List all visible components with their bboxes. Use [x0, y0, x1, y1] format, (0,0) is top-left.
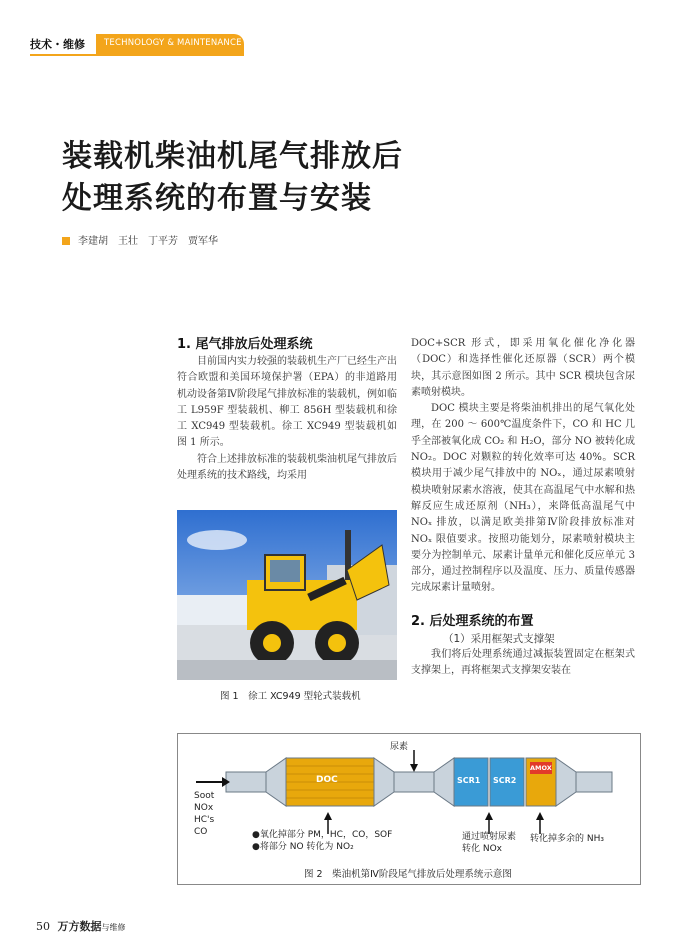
section-1-heading: 1. 尾气排放后处理系统 [177, 337, 313, 352]
doc-note-2: ●将部分 NO 转化为 NO₂ [252, 842, 354, 852]
square-bullet-icon [62, 237, 70, 245]
section-label-en: TECHNOLOGY & MAINTENANCE [104, 38, 242, 48]
header-divider [30, 54, 244, 56]
input-soot: Soot [194, 791, 215, 801]
footer-tail: 与维修 [101, 923, 126, 932]
footer-brand: 万方数据 [57, 920, 102, 933]
doc-notes [252, 829, 392, 853]
section-2-paragraph-1: 我们将后处理系统通过减振装置固定在框架式支撑架上，再将框架式支撑架安装在 [411, 648, 635, 677]
title-line-1: 装载机柴油机尾气排放后 [62, 139, 403, 174]
input-labels [194, 790, 214, 838]
figure-2-caption: 图 2 柴油机第Ⅳ阶段尾气排放后处理系统示意图 [304, 869, 512, 880]
section-label: 技术・维修 [30, 38, 85, 51]
scr1-label: SCR1 [457, 776, 481, 785]
input-nox: NOx [194, 803, 214, 813]
amox-label: AMOX [530, 764, 552, 772]
aftertreatment-diagram [177, 733, 641, 885]
column-left [177, 336, 397, 484]
page-footer [36, 918, 126, 934]
amox-note: 转化掉多余的 NH₃ [530, 834, 604, 844]
urea-label: 尿素 [390, 742, 409, 752]
page-number: 50 [36, 920, 50, 933]
scr-notes [462, 831, 516, 855]
column-right-paragraph-2: DOC 模块主要是将柴油机排出的尾气氧化处理，在 200 ～ 600℃温度条件下，CO 和 HC 几乎全部被氧化成 CO₂ 和 H₂O，部分 NO 被转化成 NO₂。DOC 对颗粒的转化效率可达 40%。SCR 模块用于减少尾气排放中的 NOₓ，通过尿素喷射模块喷射尿素水溶液，使其在高温尾气中水解和热解反应生成还原剂（NH₃），来降低高温尾气中 NOₓ 排放，以满足欧美排第Ⅳ阶段排放标准对 NOₓ 限值要求。按照功能划分，尿素喷射模块主要分为控制单元、尿素计量单元和催化反应单元 3 部分，通过控制程序以及温度、压力、质量传感器完成尿素计量喷射。 [411, 403, 635, 594]
scr-note-1: 通过喷射尿素 [462, 832, 517, 842]
doc-label: DOC [316, 775, 338, 785]
section-tab [96, 34, 244, 54]
section-1-paragraph-2: 符合上述排放标准的装载机柴油机尾气排放后处理系统的技术路线，均采用 [177, 453, 397, 482]
column-right [411, 336, 635, 679]
scr2-label: SCR2 [493, 776, 517, 785]
authors: 李建胡 王壮 丁平芳 贾军华 [78, 236, 218, 247]
input-co: CO [194, 827, 208, 837]
author-line [62, 232, 218, 247]
loader-photo [177, 510, 397, 680]
scr-note-2: 转化 NOx [462, 844, 503, 854]
section-1-paragraph-1: 目前国内实力较强的装载机生产厂已经生产出符合欧盟和美国环境保护署（EPA）的非道路用机动设备第Ⅳ阶段尾气排放标准的装载机，例如临工 L959F 型装载机、柳工 856H 型装载机和徐工 XC949 型装载机。徐工 XC949 型装载机如图 1 所示。 [177, 356, 397, 449]
input-hc: HC's [194, 815, 215, 825]
section-2-heading: 2. 后处理系统的布置 [411, 613, 534, 629]
article-title [62, 136, 403, 220]
figure-1-caption: 图 1 徐工 XC949 型轮式装载机 [220, 691, 361, 702]
doc-note-1: ●氧化掉部分 PM，HC，CO，SOF [252, 830, 393, 840]
column-right-paragraph-1: DOC+SCR 形式，即采用氧化催化净化器（DOC）和选择性催化还原器（SCR）两个模块，其示意图如图 2 所示。其中 SCR 模块包含尿素喷射模块。 [411, 338, 635, 398]
section-2-subheading: （1）采用框架式支撑架 [443, 632, 555, 645]
title-line-2: 处理系统的布置与安装 [62, 181, 372, 216]
